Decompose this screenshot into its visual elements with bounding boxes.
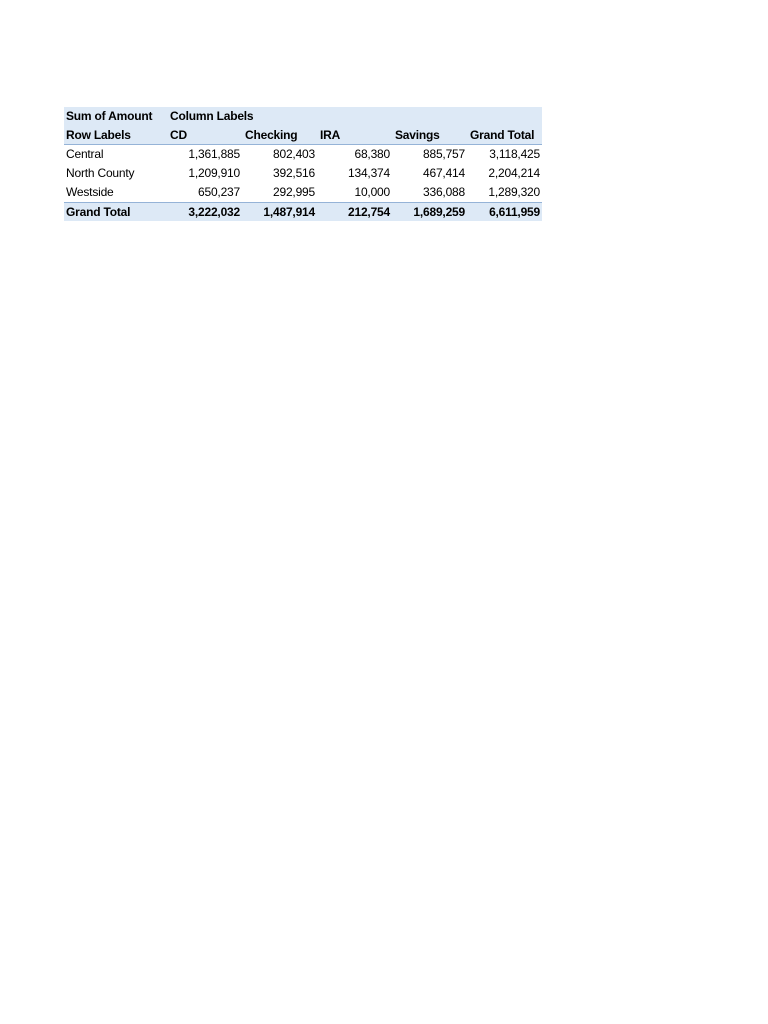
table-row — [64, 145, 542, 164]
pivot-header-row-2 — [64, 126, 542, 145]
table-row — [64, 164, 542, 183]
pivot-table — [64, 107, 542, 221]
cell-value[interactable]: 134,374 — [348, 166, 390, 180]
column-labels-label[interactable]: Column Labels — [170, 109, 254, 123]
total-value[interactable]: 212,754 — [348, 205, 390, 219]
column-header-checking[interactable]: Checking — [245, 128, 298, 142]
cell-value[interactable]: 650,237 — [198, 185, 240, 199]
sum-of-amount-label[interactable]: Sum of Amount — [66, 109, 153, 123]
cell-value[interactable]: 10,000 — [354, 185, 390, 199]
row-labels-label[interactable]: Row Labels — [66, 128, 131, 142]
cell-value[interactable]: 802,403 — [273, 147, 315, 161]
cell-value[interactable]: 3,118,425 — [489, 147, 540, 161]
cell-value[interactable]: 68,380 — [354, 147, 390, 161]
cell-value[interactable]: 1,289,320 — [488, 185, 540, 199]
total-value[interactable]: 6,611,959 — [489, 205, 540, 219]
cell-value[interactable]: 392,516 — [273, 166, 315, 180]
cell-value[interactable]: 1,209,910 — [188, 166, 240, 180]
cell-value[interactable]: 292,995 — [273, 185, 315, 199]
column-header-savings[interactable]: Savings — [395, 128, 440, 142]
row-label-westside[interactable]: Westside — [66, 185, 114, 199]
column-header-cd[interactable]: CD — [170, 128, 187, 142]
cell-value[interactable]: 2,204,214 — [488, 166, 540, 180]
total-value[interactable]: 1,487,914 — [263, 205, 315, 219]
cell-value[interactable]: 467,414 — [423, 166, 465, 180]
grand-total-row — [64, 202, 542, 221]
row-label-north-county[interactable]: North County — [66, 166, 135, 180]
table-row — [64, 183, 542, 202]
total-value[interactable]: 1,689,259 — [413, 205, 465, 219]
row-label-central[interactable]: Central — [66, 147, 104, 161]
cell-value[interactable]: 1,361,885 — [188, 147, 240, 161]
pivot-header-row-1 — [64, 107, 542, 126]
column-header-grand-total[interactable]: Grand Total — [470, 128, 535, 142]
cell-value[interactable]: 885,757 — [423, 147, 465, 161]
cell-value[interactable]: 336,088 — [423, 185, 465, 199]
total-value[interactable]: 3,222,032 — [188, 205, 240, 219]
column-header-ira[interactable]: IRA — [320, 128, 341, 142]
grand-total-label[interactable]: Grand Total — [66, 205, 131, 219]
